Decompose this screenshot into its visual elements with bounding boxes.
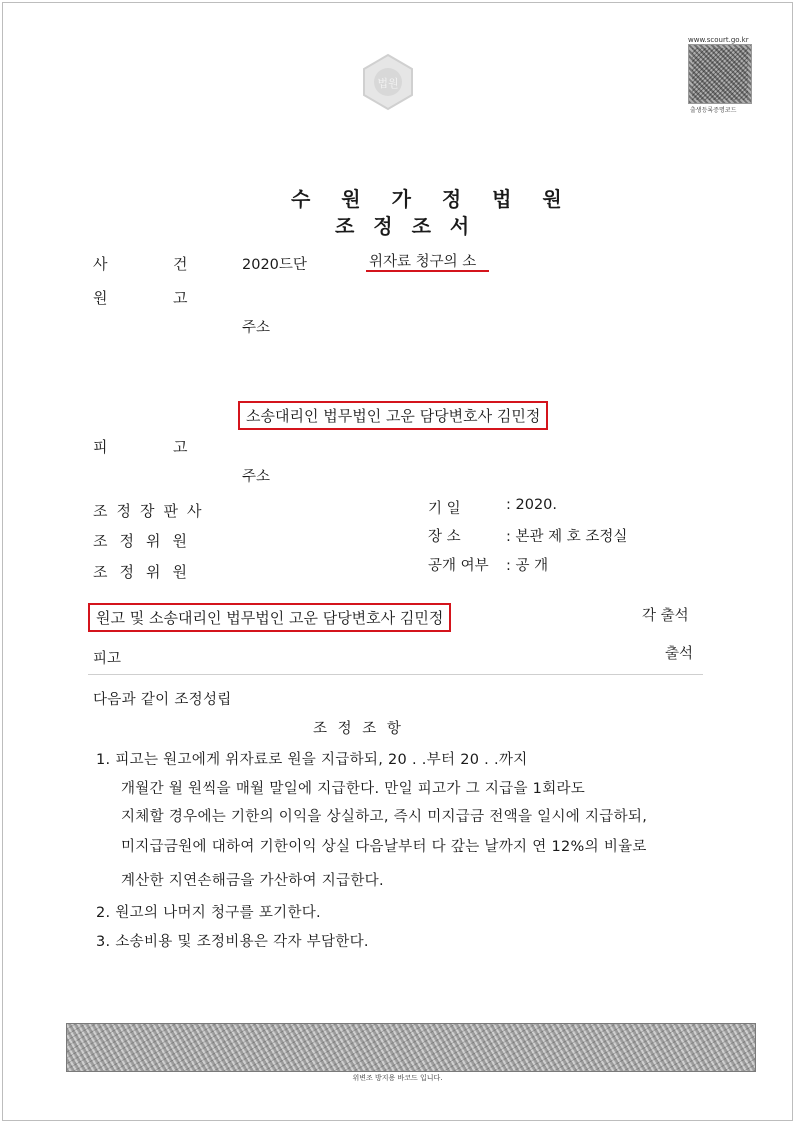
judge-label: 조정장판사 xyxy=(93,502,211,520)
anti-forgery-barcode xyxy=(66,1023,756,1072)
clause-1-line-3: 지체할 경우에는 기한의 이익을 상실하고, 즉시 미지급금 전액을 일시에 지급하되, xyxy=(121,809,648,825)
attendance-party2-status: 출석 xyxy=(665,646,694,662)
public-value: : 공 개 xyxy=(506,558,549,574)
case-name-underline xyxy=(366,270,489,272)
divider xyxy=(88,674,703,675)
case-name: 위자료 청구의 소 xyxy=(369,254,477,270)
plaintiff-address-label: 주소 xyxy=(242,320,271,336)
place-value: : 본관 제 호 조정실 xyxy=(506,529,628,545)
attendance-party1-status: 각 출석 xyxy=(642,608,689,624)
member1-label: 조정위원 xyxy=(93,532,199,550)
qr-caption: 출생등록증명코드 xyxy=(690,107,737,114)
court-seal-icon xyxy=(358,52,418,112)
defendant-address-label: 주소 xyxy=(242,469,271,485)
verification-qr-icon xyxy=(688,44,752,104)
clause-1-line-4: 미지급금원에 대하여 기한이익 상실 다음날부터 다 갚는 날까지 연 12%의 비율로 xyxy=(121,839,647,855)
clause-1-line-1: 1. 피고는 원고에게 위자료로 원을 지급하되, 20 . .부터 20 . .까지 xyxy=(96,752,528,768)
plaintiff-attorney: 소송대리인 법무법인 고운 담당변호사 김민정 xyxy=(238,401,548,430)
section-title: 조 정 조 항 xyxy=(313,721,404,737)
public-label: 공개 여부 xyxy=(428,558,489,574)
barcode-note: 위변조 방지용 바코드 입니다. xyxy=(352,1074,443,1082)
qr-url: www.scourt.go.kr xyxy=(688,36,749,44)
document-title: 조 정 조 서 xyxy=(335,214,476,238)
court-name: 수 원 가 정 법 원 xyxy=(291,187,574,211)
clause-3: 3. 소송비용 및 조정비용은 각자 부담한다. xyxy=(96,934,369,950)
clause-2: 2. 원고의 나머지 청구를 포기한다. xyxy=(96,905,321,921)
place-label: 장 소 xyxy=(428,529,461,545)
date-label: 기 일 xyxy=(428,501,461,517)
clause-1-line-2: 개월간 월 원씩을 매월 말일에 지급한다. 만일 피고가 그 지급을 1회라도 xyxy=(121,781,586,797)
seal-text: 법원 xyxy=(377,77,399,90)
case-number: 2020드단 xyxy=(242,257,307,273)
attendance-party1: 원고 및 소송대리인 법무법인 고운 담당변호사 김민정 xyxy=(88,603,451,632)
attendance-party2: 피고 xyxy=(93,651,122,667)
settlement-intro: 다음과 같이 조정성립 xyxy=(93,692,232,708)
member2-label: 조정위원 xyxy=(93,563,199,581)
date-value: : 2020. xyxy=(506,497,558,513)
clause-1-line-5: 계산한 지연손해금을 가산하여 지급한다. xyxy=(121,873,384,889)
